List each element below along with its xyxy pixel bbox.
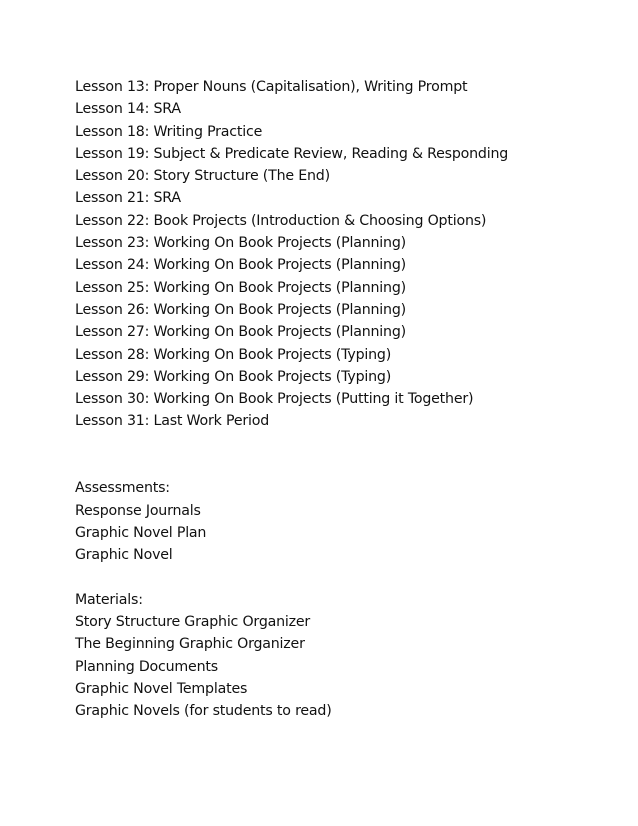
lesson-item: Lesson 18: Writing Practice <box>75 123 263 140</box>
assessment-item: Response Journals <box>75 502 201 519</box>
assessment-item: Graphic Novel <box>75 547 173 564</box>
material-item: Story Structure Graphic Organizer <box>75 614 311 631</box>
lesson-item: Lesson 31: Last Work Period <box>75 413 270 430</box>
lesson-item: Lesson 23: Working On Book Projects (Planning) <box>75 235 406 252</box>
lesson-item: Lesson 25: Working On Book Projects (Planning) <box>75 279 406 296</box>
materials-heading: Materials: <box>75 591 143 608</box>
lesson-item: Lesson 26: Working On Book Projects (Planning) <box>75 301 406 318</box>
assessments-heading: Assessments: <box>75 480 170 497</box>
materials-section <box>75 589 615 723</box>
document-body <box>75 76 615 723</box>
lesson-item: Lesson 28: Working On Book Projects (Typing) <box>75 346 392 363</box>
lesson-item: Lesson 27: Working On Book Projects (Planning) <box>75 324 406 341</box>
lesson-item: Lesson 30: Working On Book Projects (Putting it Together) <box>75 391 474 408</box>
assessments-section <box>75 477 615 566</box>
lesson-item: Lesson 24: Working On Book Projects (Planning) <box>75 257 406 274</box>
lesson-item: Lesson 29: Working On Book Projects (Typing) <box>75 368 392 385</box>
spacer <box>75 567 615 589</box>
material-item: The Beginning Graphic Organizer <box>75 636 305 653</box>
material-item: Graphic Novels (for students to read) <box>75 703 332 720</box>
material-item: Planning Documents <box>75 658 218 675</box>
lesson-item: Lesson 21: SRA <box>75 190 181 207</box>
assessment-item: Graphic Novel Plan <box>75 524 207 541</box>
lesson-item: Lesson 13: Proper Nouns (Capitalisation), Writing Prompt <box>75 79 468 95</box>
lesson-list <box>75 76 615 433</box>
spacer <box>75 433 615 478</box>
lesson-item: Lesson 20: Story Structure (The End) <box>75 168 330 185</box>
lesson-item: Lesson 22: Book Projects (Introduction & Choosing Options) <box>75 212 487 229</box>
material-item: Graphic Novel Templates <box>75 681 248 698</box>
lesson-item: Lesson 14: SRA <box>75 101 181 118</box>
lesson-item: Lesson 19: Subject & Predicate Review, Reading & Responding <box>75 145 509 162</box>
